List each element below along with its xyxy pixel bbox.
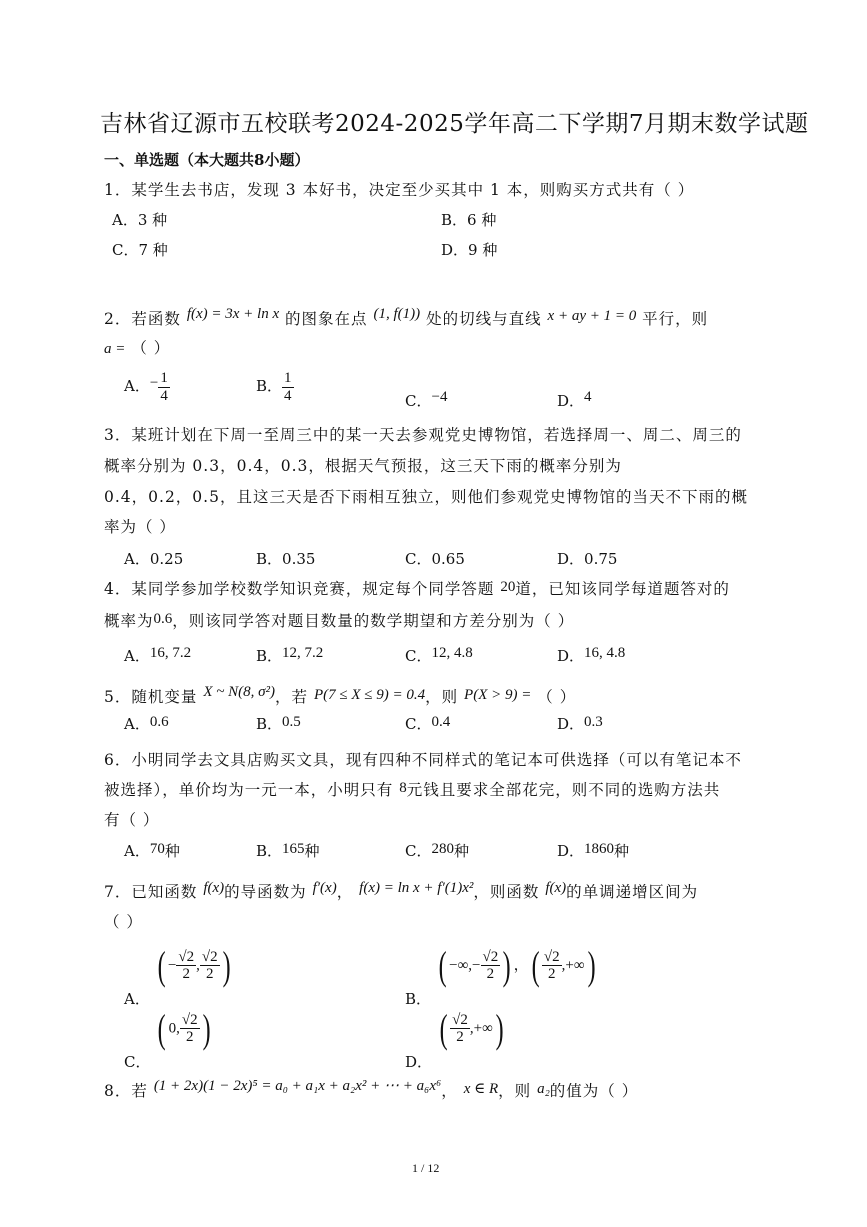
q7-option-c: C． ( 0, $\frac{√2}{2}$ ) bbox=[124, 1006, 211, 1071]
page-number: 1 / 12 bbox=[412, 1161, 440, 1175]
q2-d-value: 4 bbox=[584, 389, 592, 405]
question-3-line-2: 概率分别为 0.3，0.4，0.3，根据天气预报，这三天下雨的概率分别为 bbox=[104, 457, 622, 475]
q5-mid: ，若 bbox=[274, 688, 308, 706]
section-heading: 一、单选题（本大题共8小题） bbox=[104, 151, 310, 169]
q8-equation: (1 + 2x)(1 − 2x)⁵ = a₀ + a₁x + a₂x² + ⋯ + a₆x⁶ bbox=[153, 1078, 442, 1094]
q6-option-d: D．1860种 bbox=[557, 841, 630, 860]
q6-line2-b: 元钱且要求全部花完，则不同的选购方法共 bbox=[406, 781, 721, 799]
question-7-line-1 bbox=[104, 880, 698, 902]
q7-equation: f(x) = ln x + f′(1)x² bbox=[359, 880, 474, 896]
q8-a2: a₂ bbox=[537, 1081, 550, 1097]
q8-mid: ， bbox=[441, 1082, 458, 1100]
q5-pre: 5．随机变量 bbox=[104, 688, 198, 706]
q4-line1-a: 4．某同学参加学校数学知识竞赛，规定每个同学答题 bbox=[104, 580, 495, 598]
q1-option-d: D．9 种 bbox=[441, 241, 498, 259]
q2-paren: （ ） bbox=[131, 339, 171, 357]
q2-option-c-label: C． bbox=[405, 392, 432, 410]
q7-pre: 7．已知函数 bbox=[104, 883, 198, 901]
q8-condition: x ∈ R bbox=[463, 1081, 499, 1097]
q2-option-a-label: A． bbox=[124, 377, 150, 395]
q2-post: 平行，则 bbox=[642, 310, 709, 328]
q3-option-d: D．0.75 bbox=[557, 550, 618, 568]
q6-line2-a: 被选择），单价均为一元一本，小明只有 bbox=[104, 781, 394, 799]
question-6-line-2 bbox=[104, 778, 720, 800]
question-3-line-3: 0.4，0.2，0.5，且这三天是否下雨相互独立，则他们参观党史博物馆的当天不下雨的概 bbox=[104, 488, 748, 506]
q2-a-sign: − bbox=[149, 375, 159, 391]
q4-prob: 0.6 bbox=[153, 611, 173, 627]
q4-option-b: B．12, 7.2 bbox=[256, 645, 324, 665]
q2-function: f(x) = 3x + ln x bbox=[186, 306, 280, 322]
q7-option-d: D． ( $\frac{√2}{2}$ ,+∞) bbox=[405, 1006, 504, 1071]
q4-option-a: A．16, 7.2 bbox=[124, 645, 192, 665]
q7-option-b: B． ( −∞,− $\frac{√2}{2}$ ) ，( $\frac{√2}{2}$ ,+∞) bbox=[405, 943, 596, 1008]
q2-line: x + ay + 1 = 0 bbox=[547, 308, 637, 324]
q2-pre: 2．若函数 bbox=[104, 310, 181, 328]
q2-mid: 的图象在点 bbox=[285, 310, 368, 328]
q7-f2: f(x) bbox=[545, 880, 567, 896]
q4-option-d: D．16, 4.8 bbox=[557, 645, 626, 665]
q8-pre: 8．若 bbox=[104, 1082, 148, 1100]
q2-mid2: 处的切线与直线 bbox=[426, 310, 542, 328]
q2-point: (1, f(1)) bbox=[373, 306, 421, 322]
q5-probability: P(7 ≤ X ≤ 9) = 0.4 bbox=[313, 687, 426, 703]
q2-option-c bbox=[405, 390, 447, 411]
q2-a: a = bbox=[104, 341, 126, 357]
question-4-line-2 bbox=[104, 609, 574, 631]
q6-option-a: A．70种 bbox=[124, 841, 180, 860]
q2-option-d-label: D． bbox=[557, 392, 585, 410]
q4-line2-a: 概率为 bbox=[104, 612, 154, 630]
q6-option-b: B．165种 bbox=[256, 841, 320, 860]
question-1-stem: 1．某学生去书店，发现 3 本好书，决定至少买其中 1 本，则购买方式共有（ ） bbox=[104, 181, 695, 199]
question-3-line-4: 率为（ ） bbox=[104, 518, 176, 536]
question-2-line-1 bbox=[104, 307, 708, 329]
q5-paren: （ ） bbox=[537, 688, 577, 706]
q2-option-b bbox=[256, 370, 294, 404]
q7-option-a: A． ( − $\frac{√2}{2}$ , $\frac{√2}{2}$ ) bbox=[124, 943, 231, 1008]
q5-ask: P(X > 9) = bbox=[464, 687, 532, 703]
q4-line2-b: ，则该同学答对题目数量的数学期望和方差分别为（ ） bbox=[172, 612, 575, 630]
q2-option-b-label: B． bbox=[256, 377, 283, 395]
q7-mid: 的导函数为 bbox=[224, 883, 307, 901]
q4-option-c: C．12, 4.8 bbox=[405, 645, 473, 665]
q7-f: f(x) bbox=[203, 880, 225, 896]
question-5-stem bbox=[104, 685, 576, 707]
q4-count: 20 bbox=[500, 579, 516, 595]
q2-a-fraction: $\frac{1}{4}$ bbox=[160, 370, 168, 404]
q7-fprime: f′(x) bbox=[312, 880, 337, 896]
q3-option-b: B．0.35 bbox=[256, 550, 316, 568]
q6-option-c: C．280种 bbox=[405, 841, 469, 860]
q1-option-c: C．7 种 bbox=[112, 241, 168, 259]
q8-post: 的值为（ ） bbox=[549, 1082, 639, 1100]
q2-c-value: −4 bbox=[431, 389, 448, 405]
q3-option-a: A．0.25 bbox=[124, 550, 184, 568]
q6-money: 8 bbox=[399, 780, 407, 796]
question-3-line-1: 3．某班计划在下周一至周三中的某一天去参观党史博物馆，若选择周一、周二、周三的 bbox=[104, 426, 742, 444]
q2-b-fraction: $\frac{1}{4}$ bbox=[284, 370, 292, 404]
question-6-line-3: 有（ ） bbox=[104, 811, 160, 829]
q7-comma: ， bbox=[336, 883, 354, 901]
question-4-line-1 bbox=[104, 577, 730, 599]
q5-option-c: C．0.4 bbox=[405, 714, 451, 733]
q2-option-d bbox=[557, 390, 592, 411]
q3-option-c: C．0.65 bbox=[405, 550, 465, 568]
q2-option-a bbox=[124, 370, 170, 404]
question-7-line-2: （ ） bbox=[104, 913, 143, 931]
q5-distribution: X ~ N(8, σ²) bbox=[203, 684, 275, 700]
q1-option-b: B．6 种 bbox=[441, 211, 497, 229]
q4-line1-b: 道，已知该同学每道题答对的 bbox=[515, 580, 730, 598]
q5-option-b: B．0.5 bbox=[256, 714, 301, 733]
document-title: 吉林省辽源市五校联考2024-2025学年高二下学期7月期末数学试题 bbox=[100, 111, 809, 137]
question-2-line-2 bbox=[104, 336, 170, 358]
question-8-stem bbox=[104, 1079, 638, 1101]
question-6-line-1: 6．小明同学去文具店购买文具，现有四种不同样式的笔记本可供选择（可以有笔记本不 bbox=[104, 751, 742, 769]
q7-mid2: ，则函数 bbox=[473, 883, 540, 901]
q8-mid2: ，则 bbox=[498, 1082, 532, 1100]
q1-option-a: A．3 种 bbox=[112, 211, 168, 229]
q5-mid2: ，则 bbox=[425, 688, 459, 706]
q5-option-a: A．0.6 bbox=[124, 714, 169, 733]
q5-option-d: D．0.3 bbox=[557, 714, 603, 733]
q7-post: 的单调递增区间为 bbox=[566, 883, 699, 901]
